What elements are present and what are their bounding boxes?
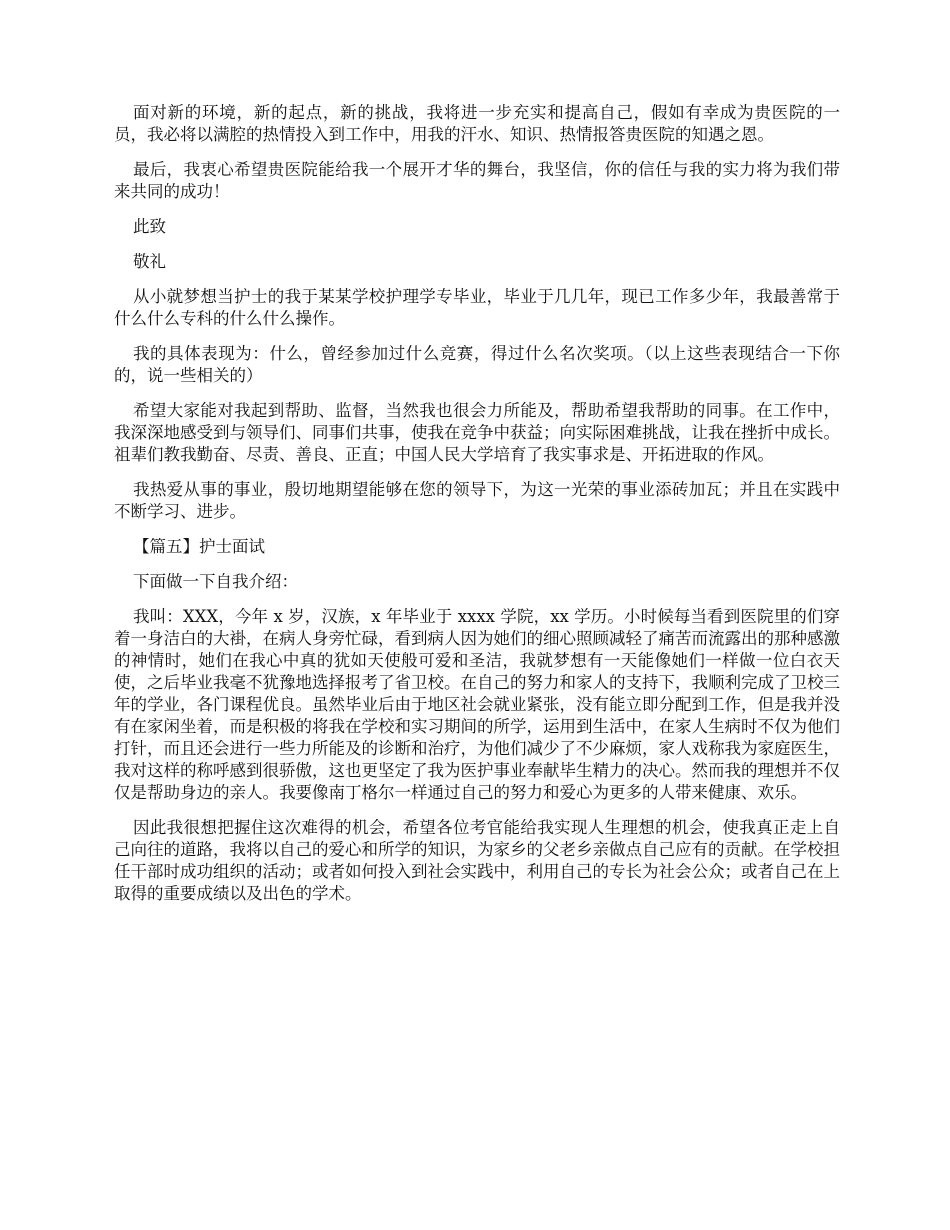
paragraph-intro-challenge: 面对新的环境，新的起点，新的挑战，我将进一步充实和提高自己，假如有幸成为贵医院的一员，我必将以满腔的热情投入到工作中，用我的汗水、知识、热情报答贵医院的知遇之恩。 [114, 103, 840, 144]
paragraph-self-intro-lead: 下面做一下自我介绍： [133, 572, 298, 591]
paragraph-closing-hope: 最后，我衷心希望贵医院能给我一个展开才华的舞台，我坚信，你的信任与我的实力将为我们带来共同的成功！ [114, 160, 840, 201]
paragraph-passion: 我热爱从事的事业，殷切地期望能够在您的领导下，为这一光荣的事业添砖加瓦；并且在实践中不断学习、进步。 [114, 480, 840, 521]
paragraph-teamwork: 希望大家能对我起到帮助、监督，当然我也很会力所能及，帮助希望我帮助的同事。在工作中，我深深地感受到与领导们、同事们共事，使我在竞争中获益；向实际困难挑战，让我在挫折中成长。祖辈们教我勤奋、尽责、善良、正直；中国人民大学培育了我实事求是、开拓进取的作风。 [114, 401, 840, 464]
paragraph-background: 从小就梦想当护士的我于某某学校护理学专毕业，毕业于几几年，现已工作多少年，我最善常于什么什么专科的什么什么操作。 [114, 287, 840, 328]
document-body [114, 102, 840, 918]
salutation-jingli: 敬礼 [133, 252, 166, 271]
salutation-cizhi: 此致 [133, 217, 166, 236]
paragraph-conclusion: 因此我很想把握住这次难得的机会，希望各位考官能给我实现人生理想的机会，使我真正走上自己向往的道路，我将以自己的爱心和所学的知识，为家乡的父老乡亲做点自己应有的贡献。在学校担任干部时成功组织的活动；或者如何投入到社会实践中，利用自己的专长为社会公众；或者自己在上取得的重要成绩以及出色的学术。 [114, 818, 840, 903]
paragraph-performance: 我的具体表现为：什么，曾经参加过什么竞赛，得过什么名次奖项。（以上这些表现结合一下你的，说一些相关的） [114, 344, 840, 385]
section-heading: 【篇五】护士面试 [133, 537, 265, 556]
paragraph-self-intro: 我叫：XXX，今年 x 岁，汉族，x 年毕业于 xxxx 学院，xx 学历。小时候每当看到医院里的们穿着一身洁白的大褂，在病人身旁忙碌，看到病人因为她们的细心照顾减轻了痛苦而流露出的那种感激的神情时，她们在我心中真的犹如天使般可爱和圣洁，我就梦想有一天能像她们一样做一位白衣天使，之后毕业我毫不犹豫地选择报考了省卫校。在自己的努力和家人的支持下，我顺利完成了卫校三年的学业，各门课程优良。虽然毕业后由于地区社会就业紧张，没有能立即分配到工作，但是我并没有在家闲坐着，而是积极的将我在学校和实习期间的所学，运用到生活中，在家人生病时不仅为他们打针，而且还会进行一些力所能及的诊断和治疗，为他们减少了不少麻烦，家人戏称我为家庭医生，我对这样的称呼感到很骄傲，这也更坚定了我为医护事业奉献毕生精力的决心。然而我的理想并不仅仅是帮助身边的亲人。我要像南丁格尔一样通过自己的努力和爱心为更多的人带来健康、欢乐。 [114, 607, 840, 802]
